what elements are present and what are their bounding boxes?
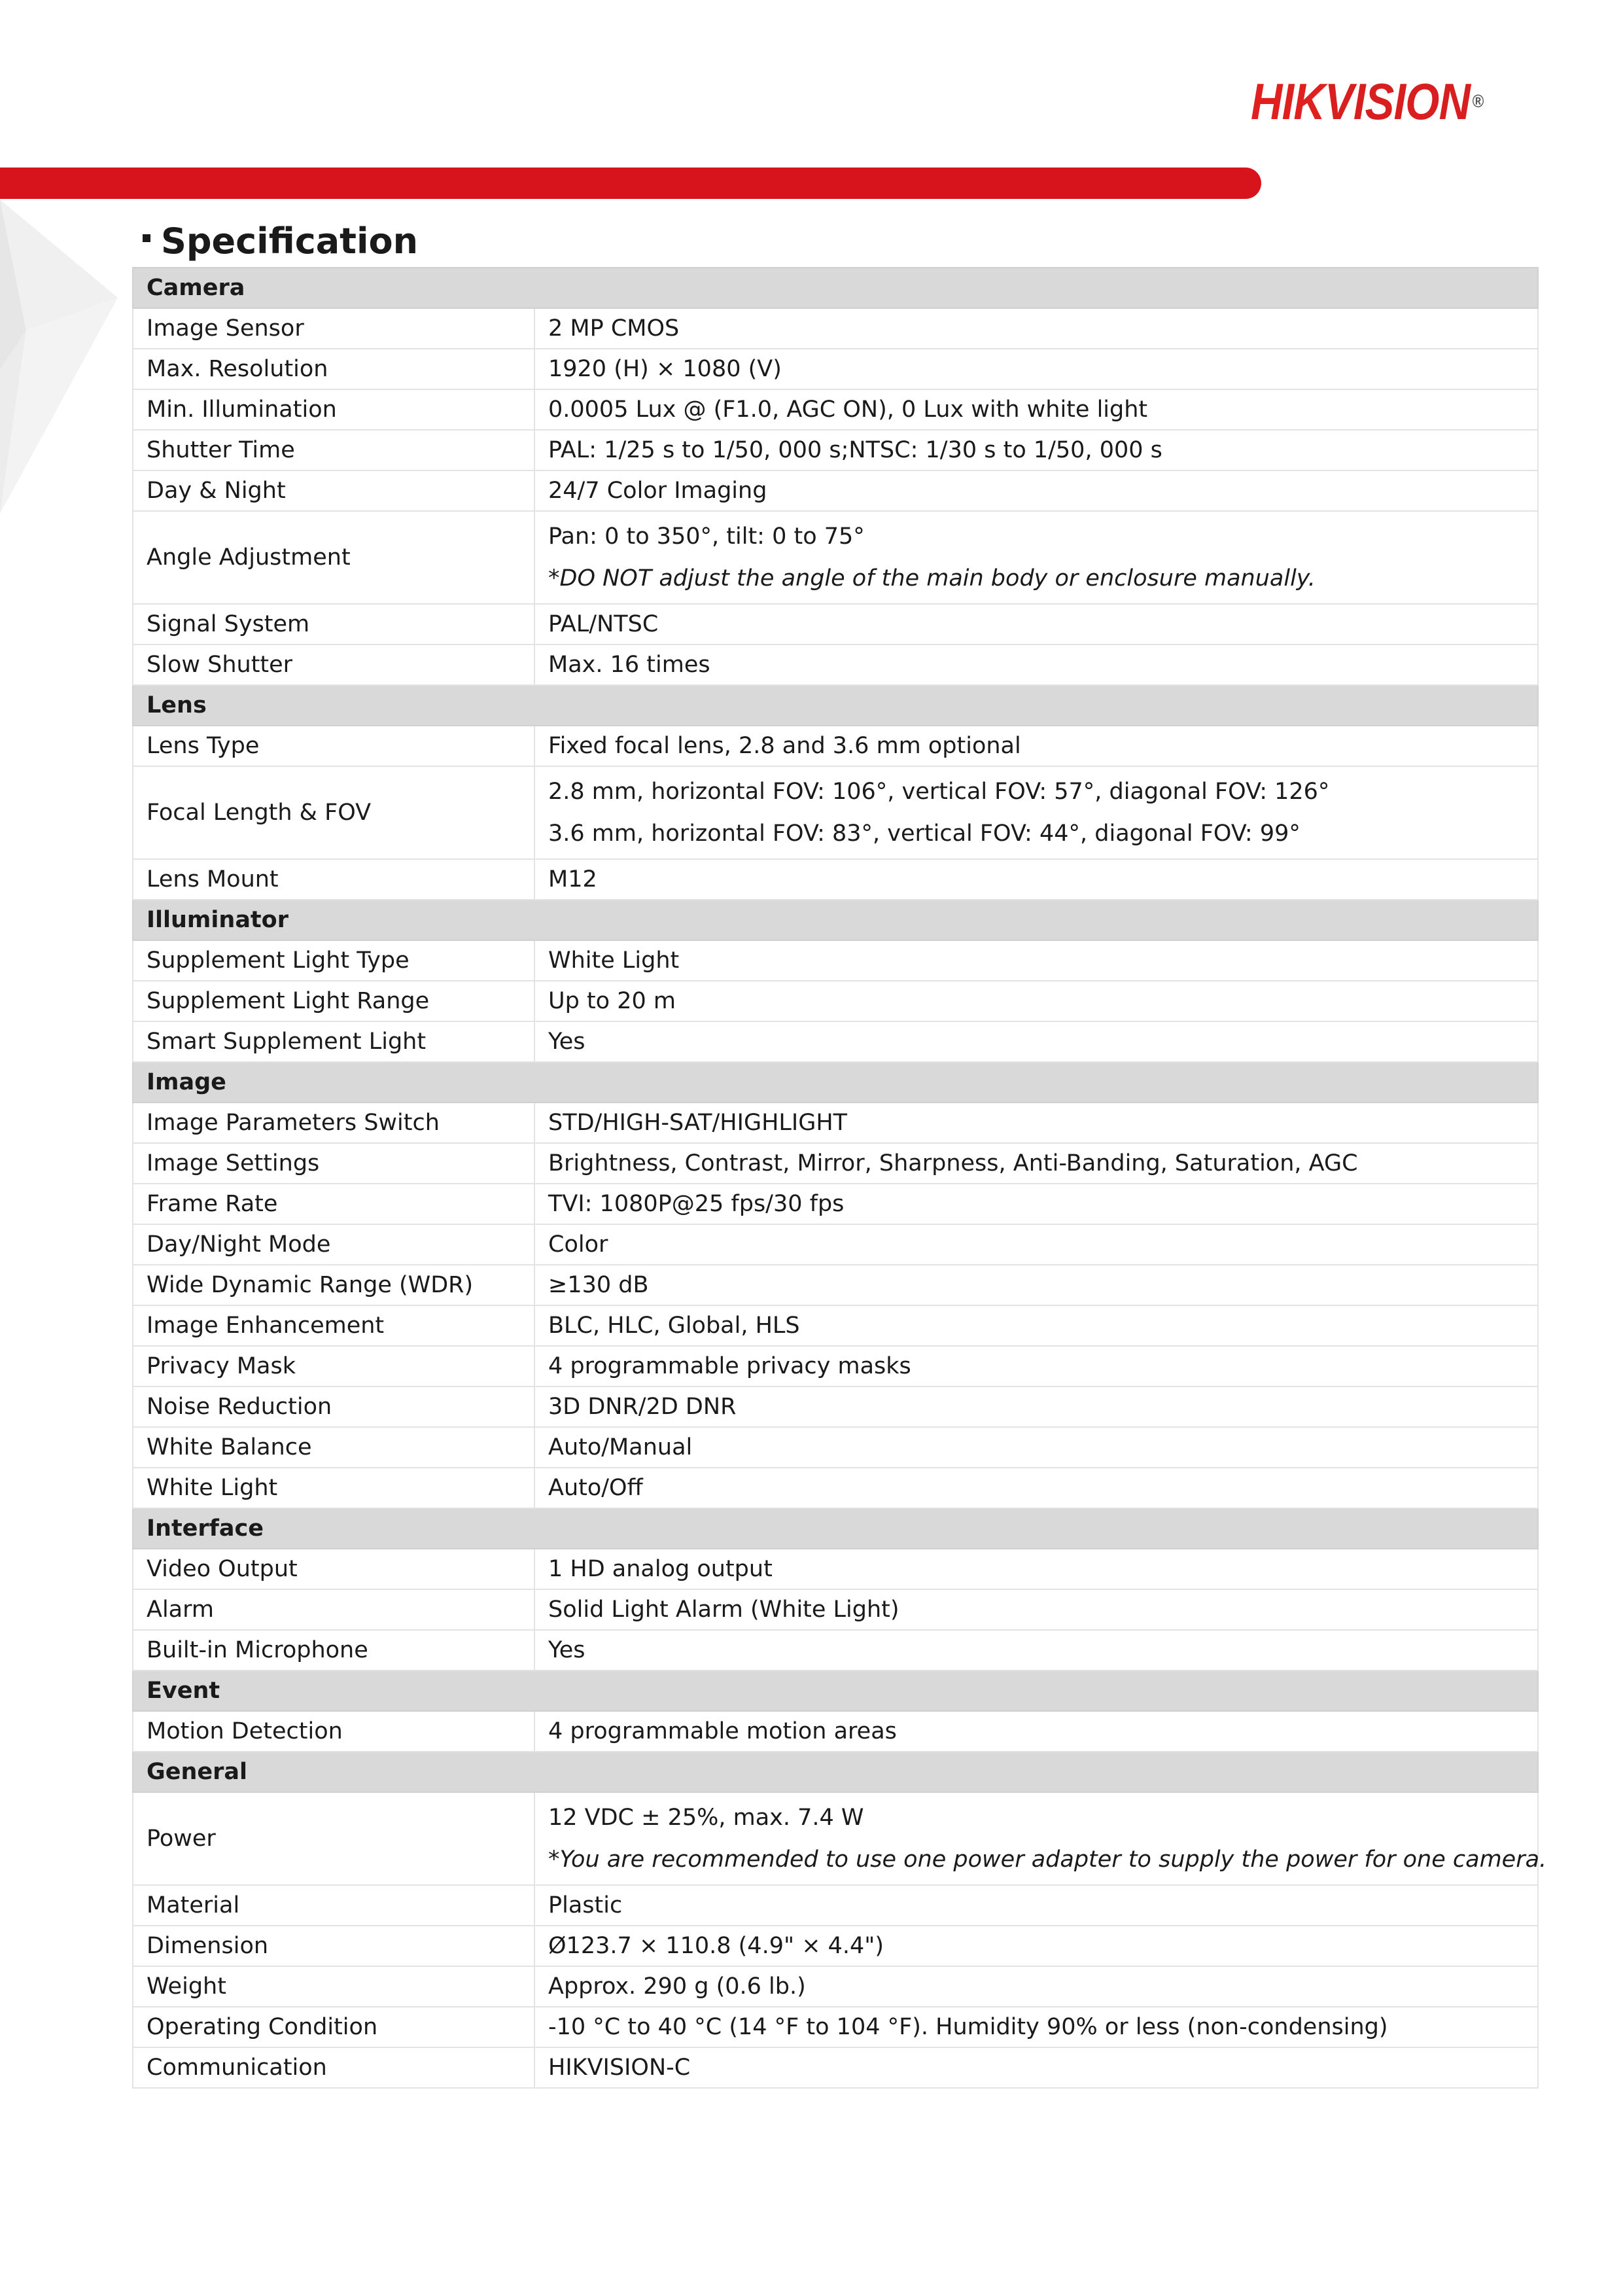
spec-value: 1920 (H) × 1080 (V) (534, 349, 1538, 389)
spec-note: *You are recommended to use one power adapter to supply the power for one camera. (548, 1846, 1547, 1873)
spec-label: White Light (133, 1468, 534, 1508)
spec-row (133, 430, 1538, 470)
spec-row (133, 349, 1538, 389)
spec-value (534, 1792, 1547, 1885)
spec-row (133, 859, 1538, 900)
logo-text-hik: HIK (1251, 73, 1325, 130)
spec-label: Supplement Light Type (133, 940, 534, 981)
spec-value: PAL/NTSC (534, 604, 1538, 645)
spec-value: BLC, HLC, Global, HLS (534, 1305, 1538, 1346)
spec-row (133, 1184, 1538, 1224)
spec-value: PAL: 1/25 s to 1/50, 000 s;NTSC: 1/30 s to 1/50, 000 s (534, 430, 1538, 470)
spec-row (133, 2047, 1538, 2088)
spec-row (133, 1792, 1538, 1885)
spec-label: Video Output (133, 1549, 534, 1589)
spec-value: Solid Light Alarm (White Light) (534, 1589, 1538, 1630)
spec-row (133, 1966, 1538, 2007)
section-header-row (133, 900, 1538, 940)
spec-row (133, 511, 1538, 604)
spec-label: Angle Adjustment (133, 511, 534, 604)
spec-row (133, 308, 1538, 349)
spec-label: Supplement Light Range (133, 981, 534, 1021)
spec-value: Brightness, Contrast, Mirror, Sharpness, Anti-Banding, Saturation, AGC (534, 1143, 1538, 1184)
spec-value-line: Pan: 0 to 350°, tilt: 0 to 75° (548, 523, 865, 550)
spec-row (133, 1305, 1538, 1346)
section-header: Illuminator (133, 900, 1538, 940)
spec-label: Lens Type (133, 726, 534, 766)
spec-note: *DO NOT adjust the angle of the main body or enclosure manually. (548, 565, 1316, 592)
spec-label: Weight (133, 1966, 534, 2007)
hikvision-logo (1251, 75, 1510, 128)
spec-value: Fixed focal lens, 2.8 and 3.6 mm optional (534, 726, 1538, 766)
spec-label: Image Parameters Switch (133, 1103, 534, 1143)
spec-label: Min. Illumination (133, 389, 534, 430)
spec-value: Color (534, 1224, 1538, 1265)
specification-table (132, 267, 1547, 2089)
spec-label: Built-in Microphone (133, 1630, 534, 1670)
page-title: Specification (161, 220, 419, 262)
spec-label: Alarm (133, 1589, 534, 1630)
spec-value: 3D DNR/2D DNR (534, 1386, 1538, 1427)
spec-value: Max. 16 times (534, 645, 1538, 685)
spec-row (133, 1346, 1538, 1386)
spec-value: Plastic (534, 1885, 1538, 1926)
spec-value (534, 766, 1538, 859)
spec-value-line: 12 VDC ± 25%, max. 7.4 W (548, 1805, 864, 1831)
spec-label: Motion Detection (133, 1711, 534, 1752)
spec-row (133, 1103, 1538, 1143)
spec-row (133, 1589, 1538, 1630)
spec-row (133, 1468, 1538, 1508)
spec-value: Yes (534, 1630, 1538, 1670)
heading-bullet-icon (143, 234, 150, 242)
spec-label: Shutter Time (133, 430, 534, 470)
spec-label: Frame Rate (133, 1184, 534, 1224)
spec-label: Communication (133, 2047, 534, 2088)
spec-row (133, 981, 1538, 1021)
spec-value-line: 2.8 mm, horizontal FOV: 106°, vertical FOV: 57°, diagonal FOV: 126° (548, 779, 1330, 805)
spec-label: Lens Mount (133, 859, 534, 900)
spec-row (133, 1885, 1538, 1926)
spec-value: 1 HD analog output (534, 1549, 1538, 1589)
spec-row (133, 1386, 1538, 1427)
section-header-row (133, 268, 1538, 308)
spec-label: White Balance (133, 1427, 534, 1468)
spec-value: Yes (534, 1021, 1538, 1062)
section-header: Image (133, 1062, 1538, 1103)
section-header: Lens (133, 685, 1538, 726)
spec-row (133, 1630, 1538, 1670)
spec-value: M12 (534, 859, 1538, 900)
spec-value (534, 511, 1538, 604)
section-header-row (133, 1752, 1538, 1792)
spec-row (133, 1926, 1538, 1966)
spec-value: Approx. 290 g (0.6 lb.) (534, 1966, 1538, 2007)
section-header: Camera (133, 268, 1538, 308)
spec-value: White Light (534, 940, 1538, 981)
spec-value-line: 3.6 mm, horizontal FOV: 83°, vertical FOV: 44°, diagonal FOV: 99° (548, 821, 1300, 847)
spec-row (133, 389, 1538, 430)
spec-label: Power (133, 1792, 534, 1885)
spec-row (133, 1021, 1538, 1062)
spec-value: TVI: 1080P@25 fps/30 fps (534, 1184, 1538, 1224)
spec-value: ≥130 dB (534, 1265, 1538, 1305)
section-header: Event (133, 1670, 1538, 1711)
spec-label: Smart Supplement Light (133, 1021, 534, 1062)
section-header-row (133, 1508, 1538, 1549)
logo-text-vision: VISION (1324, 73, 1471, 130)
spec-row (133, 1549, 1538, 1589)
spec-row (133, 940, 1538, 981)
spec-label: Day/Night Mode (133, 1224, 534, 1265)
spec-label: Day & Night (133, 470, 534, 511)
spec-row (133, 604, 1538, 645)
spec-value: Auto/Manual (534, 1427, 1538, 1468)
spec-row (133, 1143, 1538, 1184)
spec-value: Ø123.7 × 110.8 (4.9" × 4.4") (534, 1926, 1538, 1966)
header-accent-bar (0, 168, 1261, 199)
spec-value: 4 programmable privacy masks (534, 1346, 1538, 1386)
spec-label: Noise Reduction (133, 1386, 534, 1427)
spec-row (133, 766, 1538, 859)
spec-label: Image Enhancement (133, 1305, 534, 1346)
spec-value: -10 °C to 40 °C (14 °F to 104 °F). Humidity 90% or less (non-condensing) (534, 2007, 1538, 2047)
spec-value: 0.0005 Lux @ (F1.0, AGC ON), 0 Lux with white light (534, 389, 1538, 430)
spec-row (133, 2007, 1538, 2047)
spec-label: Slow Shutter (133, 645, 534, 685)
spec-label: Signal System (133, 604, 534, 645)
spec-row (133, 1224, 1538, 1265)
spec-label: Max. Resolution (133, 349, 534, 389)
spec-label: Privacy Mask (133, 1346, 534, 1386)
spec-label: Material (133, 1885, 534, 1926)
spec-value: Auto/Off (534, 1468, 1538, 1508)
section-header-row (133, 1062, 1538, 1103)
spec-label: Focal Length & FOV (133, 766, 534, 859)
section-header-row (133, 1670, 1538, 1711)
spec-value: 24/7 Color Imaging (534, 470, 1538, 511)
spec-label: Image Sensor (133, 308, 534, 349)
registered-mark: ® (1472, 91, 1484, 111)
spec-label: Operating Condition (133, 2007, 534, 2047)
section-header: Interface (133, 1508, 1538, 1549)
section-header: General (133, 1752, 1538, 1792)
spec-row (133, 645, 1538, 685)
spec-row (133, 1711, 1538, 1752)
spec-row (133, 1265, 1538, 1305)
spec-value: Up to 20 m (534, 981, 1538, 1021)
section-heading (143, 220, 418, 262)
spec-row (133, 1427, 1538, 1468)
spec-row (133, 470, 1538, 511)
spec-value: HIKVISION-C (534, 2047, 1538, 2088)
spec-value: 2 MP CMOS (534, 308, 1538, 349)
spec-label: Dimension (133, 1926, 534, 1966)
specification-table-body (133, 268, 1547, 2088)
spec-label: Wide Dynamic Range (WDR) (133, 1265, 534, 1305)
spec-value: STD/HIGH-SAT/HIGHLIGHT (534, 1103, 1538, 1143)
spec-label: Image Settings (133, 1143, 534, 1184)
spec-row (133, 726, 1538, 766)
spec-value: 4 programmable motion areas (534, 1711, 1538, 1752)
decorative-watermark-shape (0, 200, 124, 527)
section-header-row (133, 685, 1538, 726)
